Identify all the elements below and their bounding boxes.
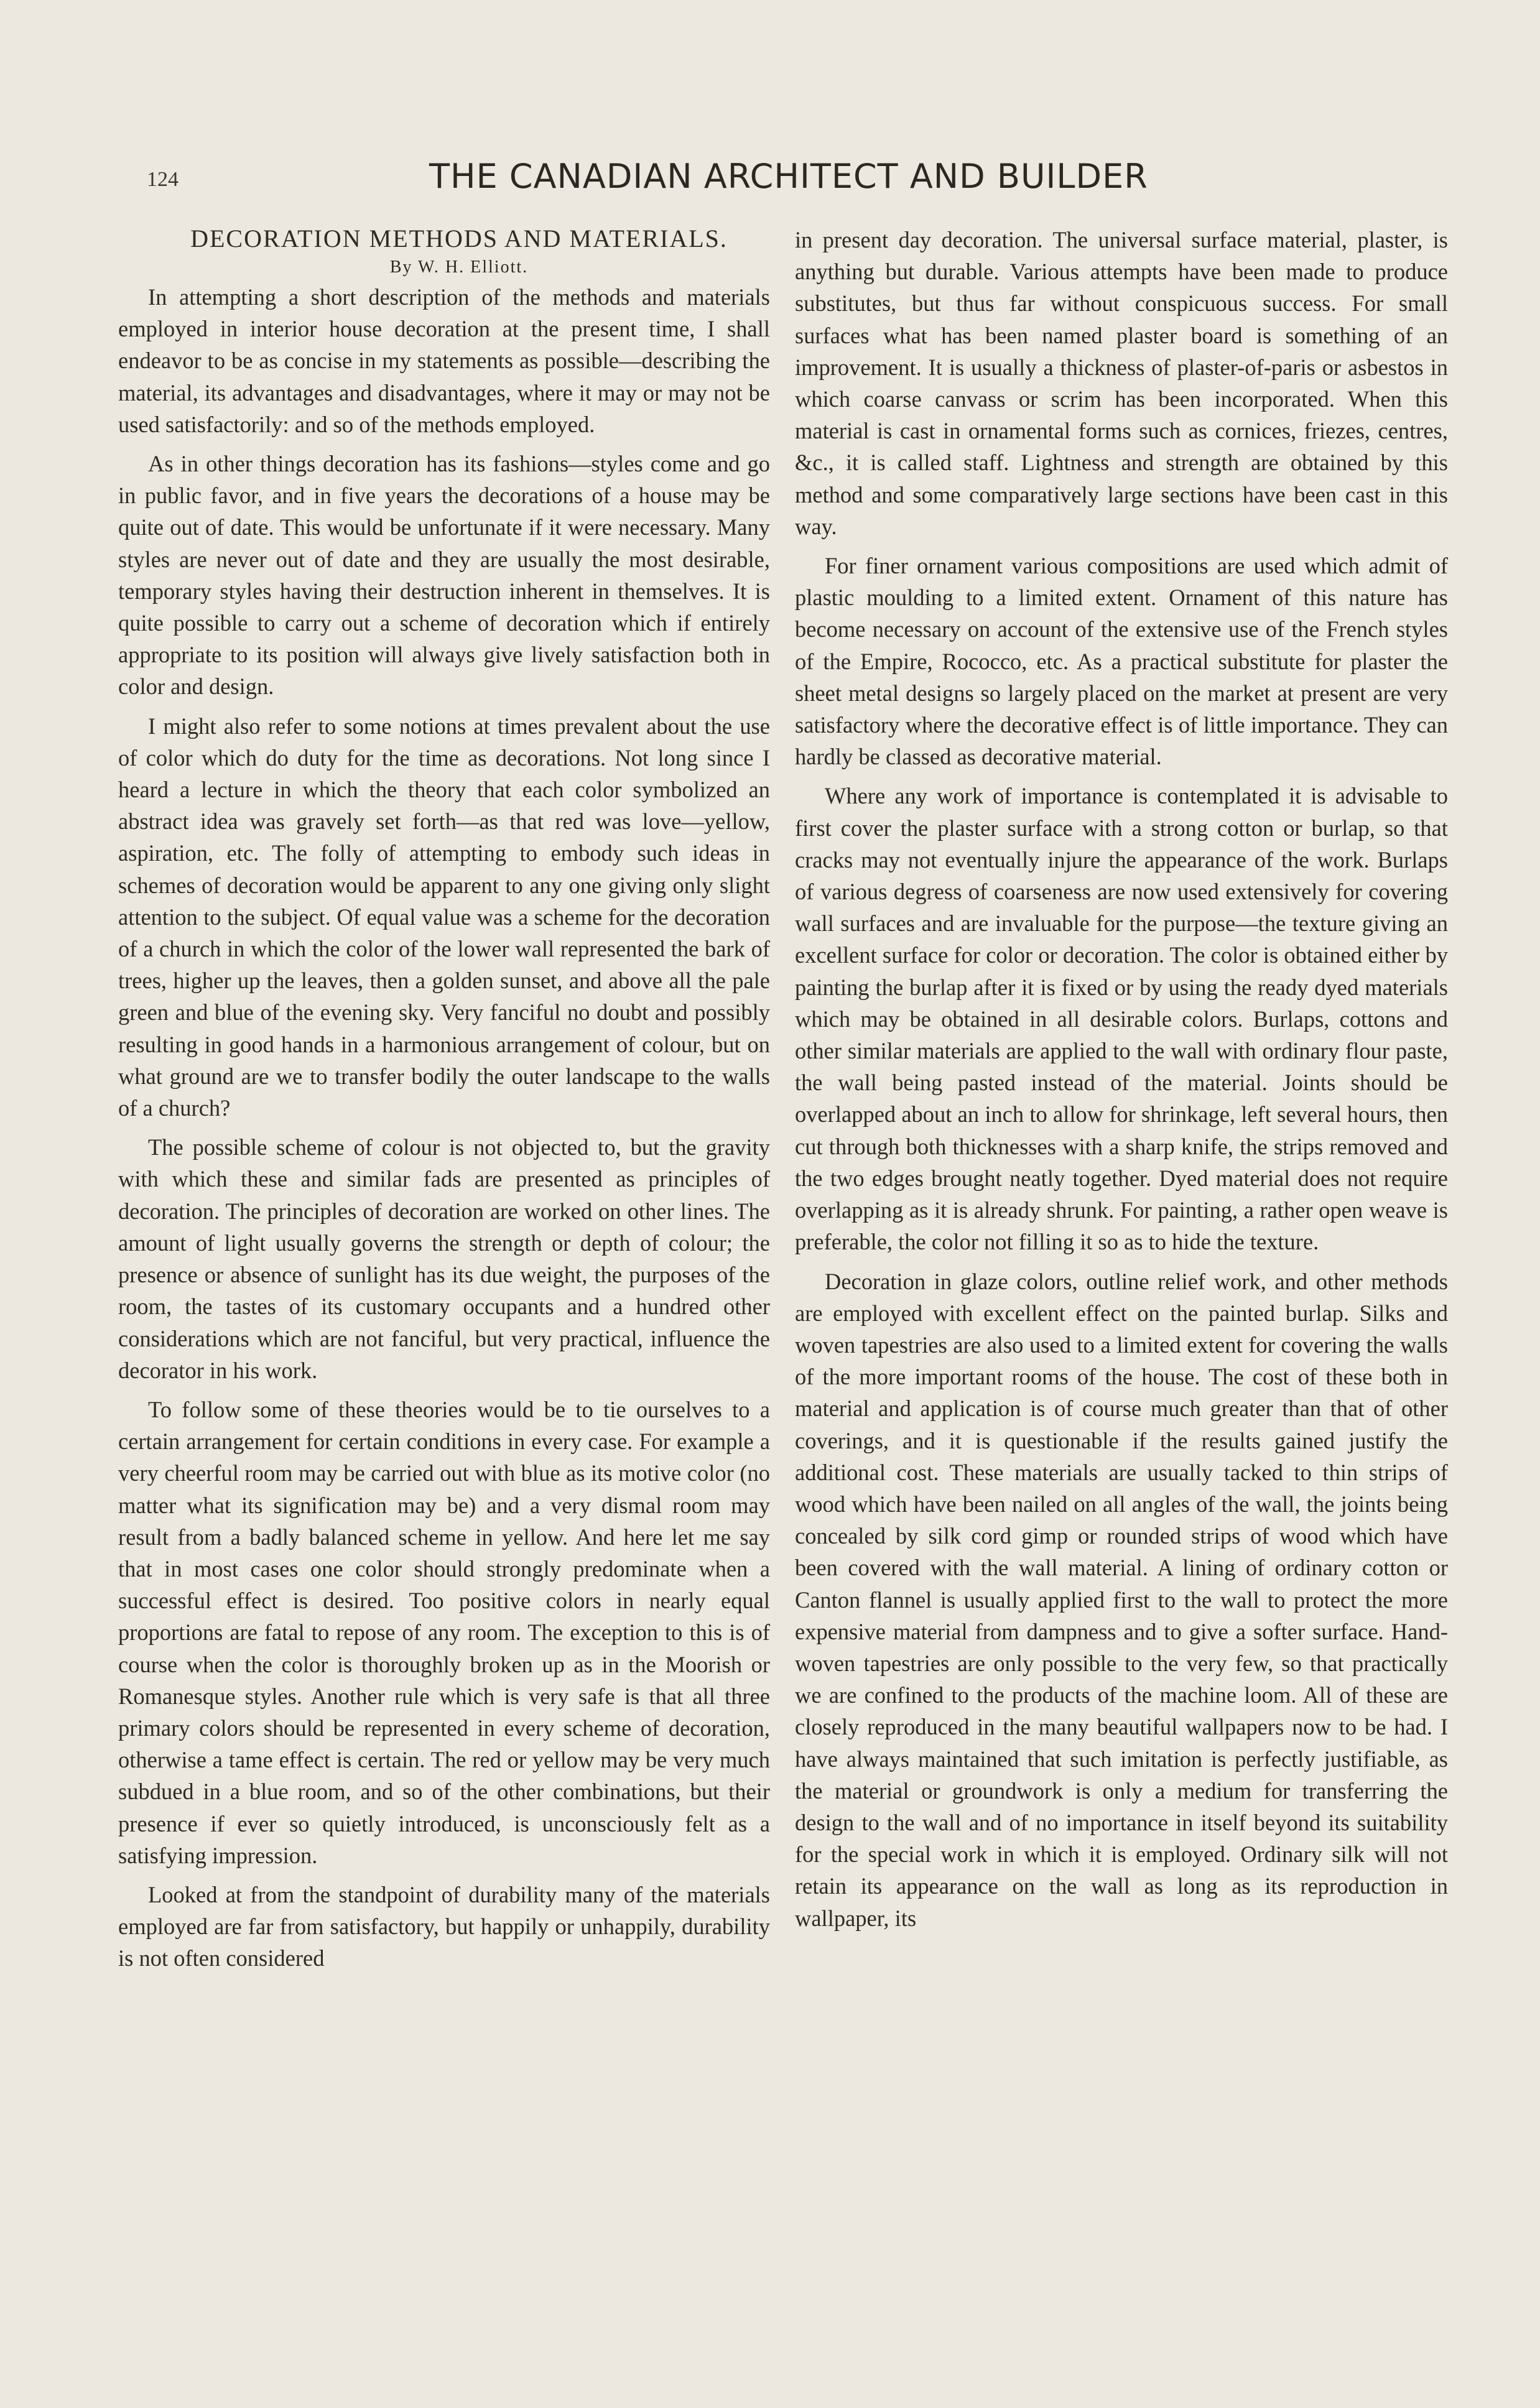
journal-running-head: THE CANADIAN ARCHITECT AND BUILDER [429, 157, 1148, 196]
paragraph: As in other things decoration has its fashions—styles come and go in public favor, and in five years the decorations of a house may be quite out of date. This would be unfortunate if it were necessary. Many styles are never out of date and they are usually the most desirable, temporary styles having their destruction inherent in themselves. It is quite possible to carry out a scheme of decoration which if entirely appropriate to its position will always give lively satisfaction both in color and design. [118, 451, 770, 700]
paragraph: I might also refer to some notions at times prevalent about the use of color which do duty for the time as decorations. Not long since I heard a lecture in which the theory that each color symbolized an abstract idea was gravely set forth—as that red was love—yellow, aspiration, etc. The folly of attempting to embody such ideas in schemes of decoration would be apparent to any one giving only slight attention to the subject. Of equal value was a scheme for the decoration of a church in which the color of the lower wall represented the bark of trees, higher up the leaves, then a golden sunset, and above all the pale green and blue of the evening sky. Very fanciful no doubt and possibly resulting in good hands in a harmonious arrangement of colour, but on what ground are we to transfer bodily the outer landscape to the walls of a church? [118, 713, 770, 1121]
paragraph: Decoration in glaze colors, outline relief work, and other methods are employed with excellent effect on the painted burlap. Silks and woven tapestries are also used to a limited extent for covering the walls of the more important rooms of the house. The cost of these both in material and application is of course much greater than that of other coverings, and it is questionable if the results gained justify the additional cost. These materials are usually tacked to thin strips of wood which have been nailed on all angles of the wall, the joints being concealed by silk cord gimp or rounded strips of wood which have been covered with the wall material. A lining of ordinary cotton or Canton flannel is usually applied first to the wall to protect the more expensive material from dampness and to give a softer surface. Hand-woven tapestries are only possible to the very few, so that practically we are confined to the products of the machine loom. All of these are closely reproduced in the many beautiful wallpapers now to be had. I have always maintained that such imitation is perfectly justifiable, as the material or groundwork is only a medium for transferring the design to the wall and of no importance in itself beyond its suitability for the special work in which it is employed. Ordinary silk will not retain its appearance on the wall as long as its reproduction in wallpaper, its [795, 1268, 1448, 1931]
article-title: DECORATION METHODS AND MATERIALS. [190, 225, 728, 252]
article-byline: By W. H. Elliott. [389, 257, 529, 277]
page-number: 124 [147, 168, 179, 191]
paragraph: Where any work of importance is contemplated it is advisable to first cover the plaster surface with a strong cotton or burlap, so that cracks may not eventually injure the appearance of the work. Burlaps of various degress of coarseness are now used extensively for covering wall surfaces and are invaluable for the purpose—the texture giving an excellent surface for color or decoration. The color is obtained either by painting the burlap after it is fixed or by using the ready dyed materials which may be obtained in all desirable colors. Burlaps, cottons and other similar materials are applied to the wall with ordinary flour paste, the wall being pasted instead of the material. Joints should be overlapped about an inch to allow for shrinkage, left several hours, then cut through both thicknesses with a sharp knife, the strips removed and the two edges brought neatly together. Dyed material does not require overlapping as it is already shrunk. For painting, a rather open weave is preferable, the color not filling it so as to hide the texture. [795, 783, 1448, 1255]
paragraph: For finer ornament various compositions are used which admit of plastic moulding to a limited extent. Ornament of this nature has become necessary on account of the extensive use of the French styles of the Empire, Rococco, etc. As a practical substitute for plaster the sheet metal designs so largely placed on the market at present are very satisfactory where the decorative effect is of little importance. They can hardly be classed as decorative material. [795, 553, 1448, 770]
paragraph: In attempting a short description of the methods and materials employed in interior house decoration at the present time, I shall endeavor to be as concise in my statements as possible—describing the material, its advantages and disadvantages, where it may or may not be used satisfactorily: and so of the methods employed. [118, 284, 770, 437]
paragraph: Looked at from the standpoint of durability many of the materials employed are far from satisfactory, but happily or unhappily, durability is not often considered [118, 1881, 770, 1971]
paragraph: in present day decoration. The universal surface material, plaster, is anything but durable. Various attempts have been made to produce substitutes, but thus far without conspicuous success. For small surfaces what has been named plaster board is something of an improvement. It is usually a thickness of plaster-of-paris or asbestos in which coarse canvass or scrim has been incorporated. When this material is cast in ornamental forms such as cornices, friezes, centres, &c., it is called staff. Lightness and strength are obtained by this method and some comparatively large sections have been cast in this way. [795, 227, 1448, 539]
left-column [118, 224, 770, 1975]
paragraph: The possible scheme of colour is not objected to, but the gravity with which these and similar fads are presented as principles of decoration. The principles of decoration are worked on other lines. The amount of light usually governs the strength or depth of colour; the presence or absence of sunlight has its due weight, the purposes of the room, the tastes of its customary occupants and a hundred other considerations which are not fanciful, but very practical, influence the decorator in his work. [118, 1134, 770, 1383]
right-column [795, 224, 1448, 1934]
paragraph: To follow some of these theories would be to tie ourselves to a certain arrangement for certain conditions in every case. For example a very cheerful room may be carried out with blue as its motive color (no matter what its signification may be) and a very dismal room may result from a badly balanced scheme in yellow. And here let me say that in most cases one color should strongly predominate when a successful effect is desired. Too positive colors in nearly equal proportions are fatal to repose of any room. The exception to this is of course when the color is thoroughly broken up as in the Moorish or Romanesque styles. Another rule which is very safe is that all three primary colors should be represented in every scheme of decoration, otherwise a tame effect is certain. The red or yellow may be very much subdued in a blue room, and so of the other combinations, but their presence if ever so quietly introduced, is unconsciously felt as a satisfying impression. [118, 1396, 770, 1868]
